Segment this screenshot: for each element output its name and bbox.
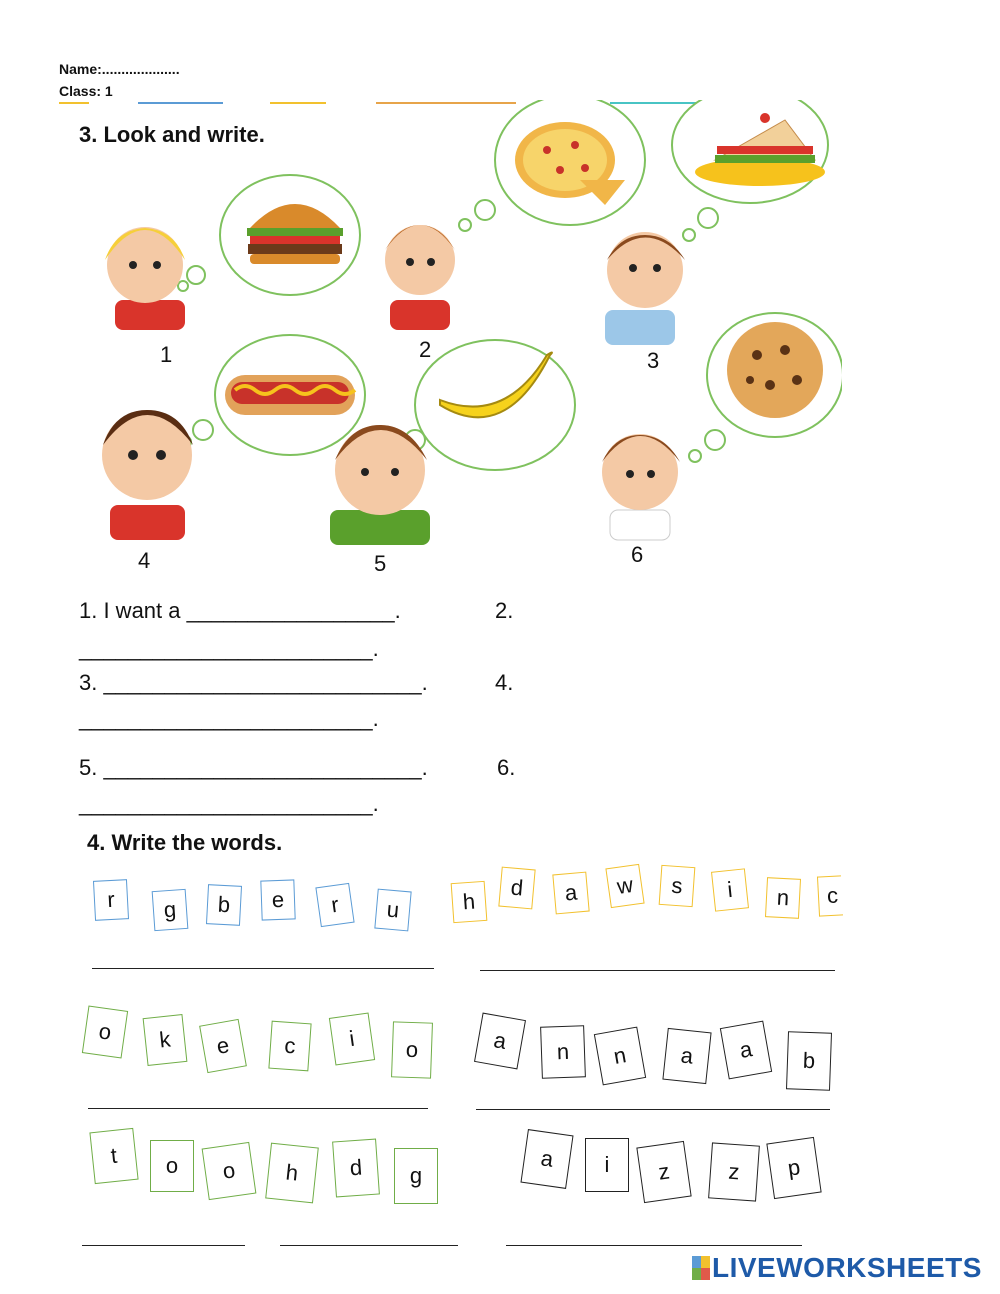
- sentence-5[interactable]: 5. __________________________.: [79, 755, 428, 780]
- answer-line[interactable]: [476, 1109, 830, 1110]
- letter-tile: b: [206, 884, 242, 926]
- cookie-icon: [727, 322, 823, 418]
- letter-tile: k: [143, 1014, 188, 1066]
- sentence-3[interactable]: 3. __________________________.: [79, 670, 428, 695]
- letter-tile: g: [152, 889, 189, 931]
- letter-tile: a: [662, 1028, 711, 1084]
- answer-line[interactable]: [506, 1245, 802, 1246]
- letter-tile: g: [394, 1148, 438, 1204]
- letter-tile: i: [585, 1138, 629, 1192]
- child-5: [330, 425, 430, 545]
- answer-line[interactable]: [280, 1245, 458, 1246]
- picture-label-6: 6: [631, 542, 644, 567]
- letter-tile: o: [150, 1140, 194, 1192]
- picture-label-1: 1: [160, 342, 173, 367]
- picture-area: [85, 100, 842, 550]
- letter-tile: o: [82, 1005, 128, 1058]
- letter-tile: a: [520, 1129, 573, 1189]
- sentence-2-number: 2.: [495, 598, 514, 623]
- sentence-4[interactable]: ________________________.: [79, 706, 379, 731]
- liveworksheets-logo: [692, 1252, 982, 1284]
- answer-line[interactable]: [82, 1245, 245, 1246]
- name-label: Name:....................: [59, 61, 180, 77]
- sentence-6-number: 6.: [497, 755, 516, 780]
- letter-tile: s: [659, 865, 696, 907]
- picture-label-5: 5: [374, 551, 387, 576]
- sentence-6[interactable]: ________________________.: [79, 791, 379, 816]
- letter-tile: e: [199, 1019, 247, 1073]
- class-label: Class: 1: [59, 83, 113, 99]
- letter-tile: c: [268, 1021, 311, 1072]
- picture-label-2: 2: [419, 337, 432, 362]
- sentence-4-number: 4.: [495, 670, 514, 695]
- logo-mark-icon: [692, 1256, 710, 1280]
- logo-text: LIVEWORKSHEETS: [712, 1252, 982, 1283]
- letter-tile: n: [540, 1025, 586, 1079]
- child-4: [102, 410, 193, 540]
- letter-tile: z: [708, 1142, 760, 1201]
- answer-line[interactable]: [92, 968, 434, 969]
- answer-line[interactable]: [480, 970, 835, 971]
- child-1: [105, 227, 185, 330]
- section3-title: 3. Look and write.: [79, 122, 265, 147]
- child-6: [602, 434, 680, 540]
- sentence-1[interactable]: 1. I want a _________________.: [79, 598, 401, 623]
- letter-tile: p: [766, 1137, 821, 1199]
- letter-tile: e: [260, 879, 295, 920]
- letter-tile: i: [329, 1012, 375, 1065]
- hotdog-icon: [225, 375, 355, 415]
- letter-tile: t: [89, 1128, 138, 1184]
- letter-tile: r: [93, 879, 129, 921]
- letter-tile: r: [315, 883, 354, 927]
- letter-tile: a: [552, 872, 589, 915]
- letter-tile: o: [202, 1142, 257, 1200]
- letter-tile: a: [720, 1021, 772, 1080]
- scene-illustration: [85, 100, 842, 550]
- letter-tile: c: [817, 875, 843, 916]
- letter-tile: b: [786, 1031, 832, 1091]
- picture-label-3: 3: [647, 348, 660, 373]
- letter-tile: d: [332, 1139, 380, 1198]
- child-2: [385, 225, 455, 330]
- letter-tile: w: [605, 864, 644, 908]
- picture-label-4: 4: [138, 548, 151, 573]
- child-3: [605, 232, 685, 345]
- letter-tile: z: [636, 1141, 691, 1203]
- section4-title: 4. Write the words.: [87, 830, 283, 855]
- letter-tile: a: [474, 1013, 526, 1070]
- letter-tile: i: [711, 868, 749, 911]
- letter-tile: h: [265, 1143, 319, 1204]
- letter-tile: h: [451, 881, 488, 923]
- letter-tile: u: [374, 889, 411, 932]
- answer-line[interactable]: [88, 1108, 428, 1109]
- sentence-2[interactable]: ________________________.: [79, 636, 379, 661]
- letter-tile: n: [765, 877, 801, 919]
- letter-tile: o: [391, 1021, 433, 1078]
- letter-tile: d: [498, 867, 535, 910]
- letter-tile: n: [594, 1027, 646, 1086]
